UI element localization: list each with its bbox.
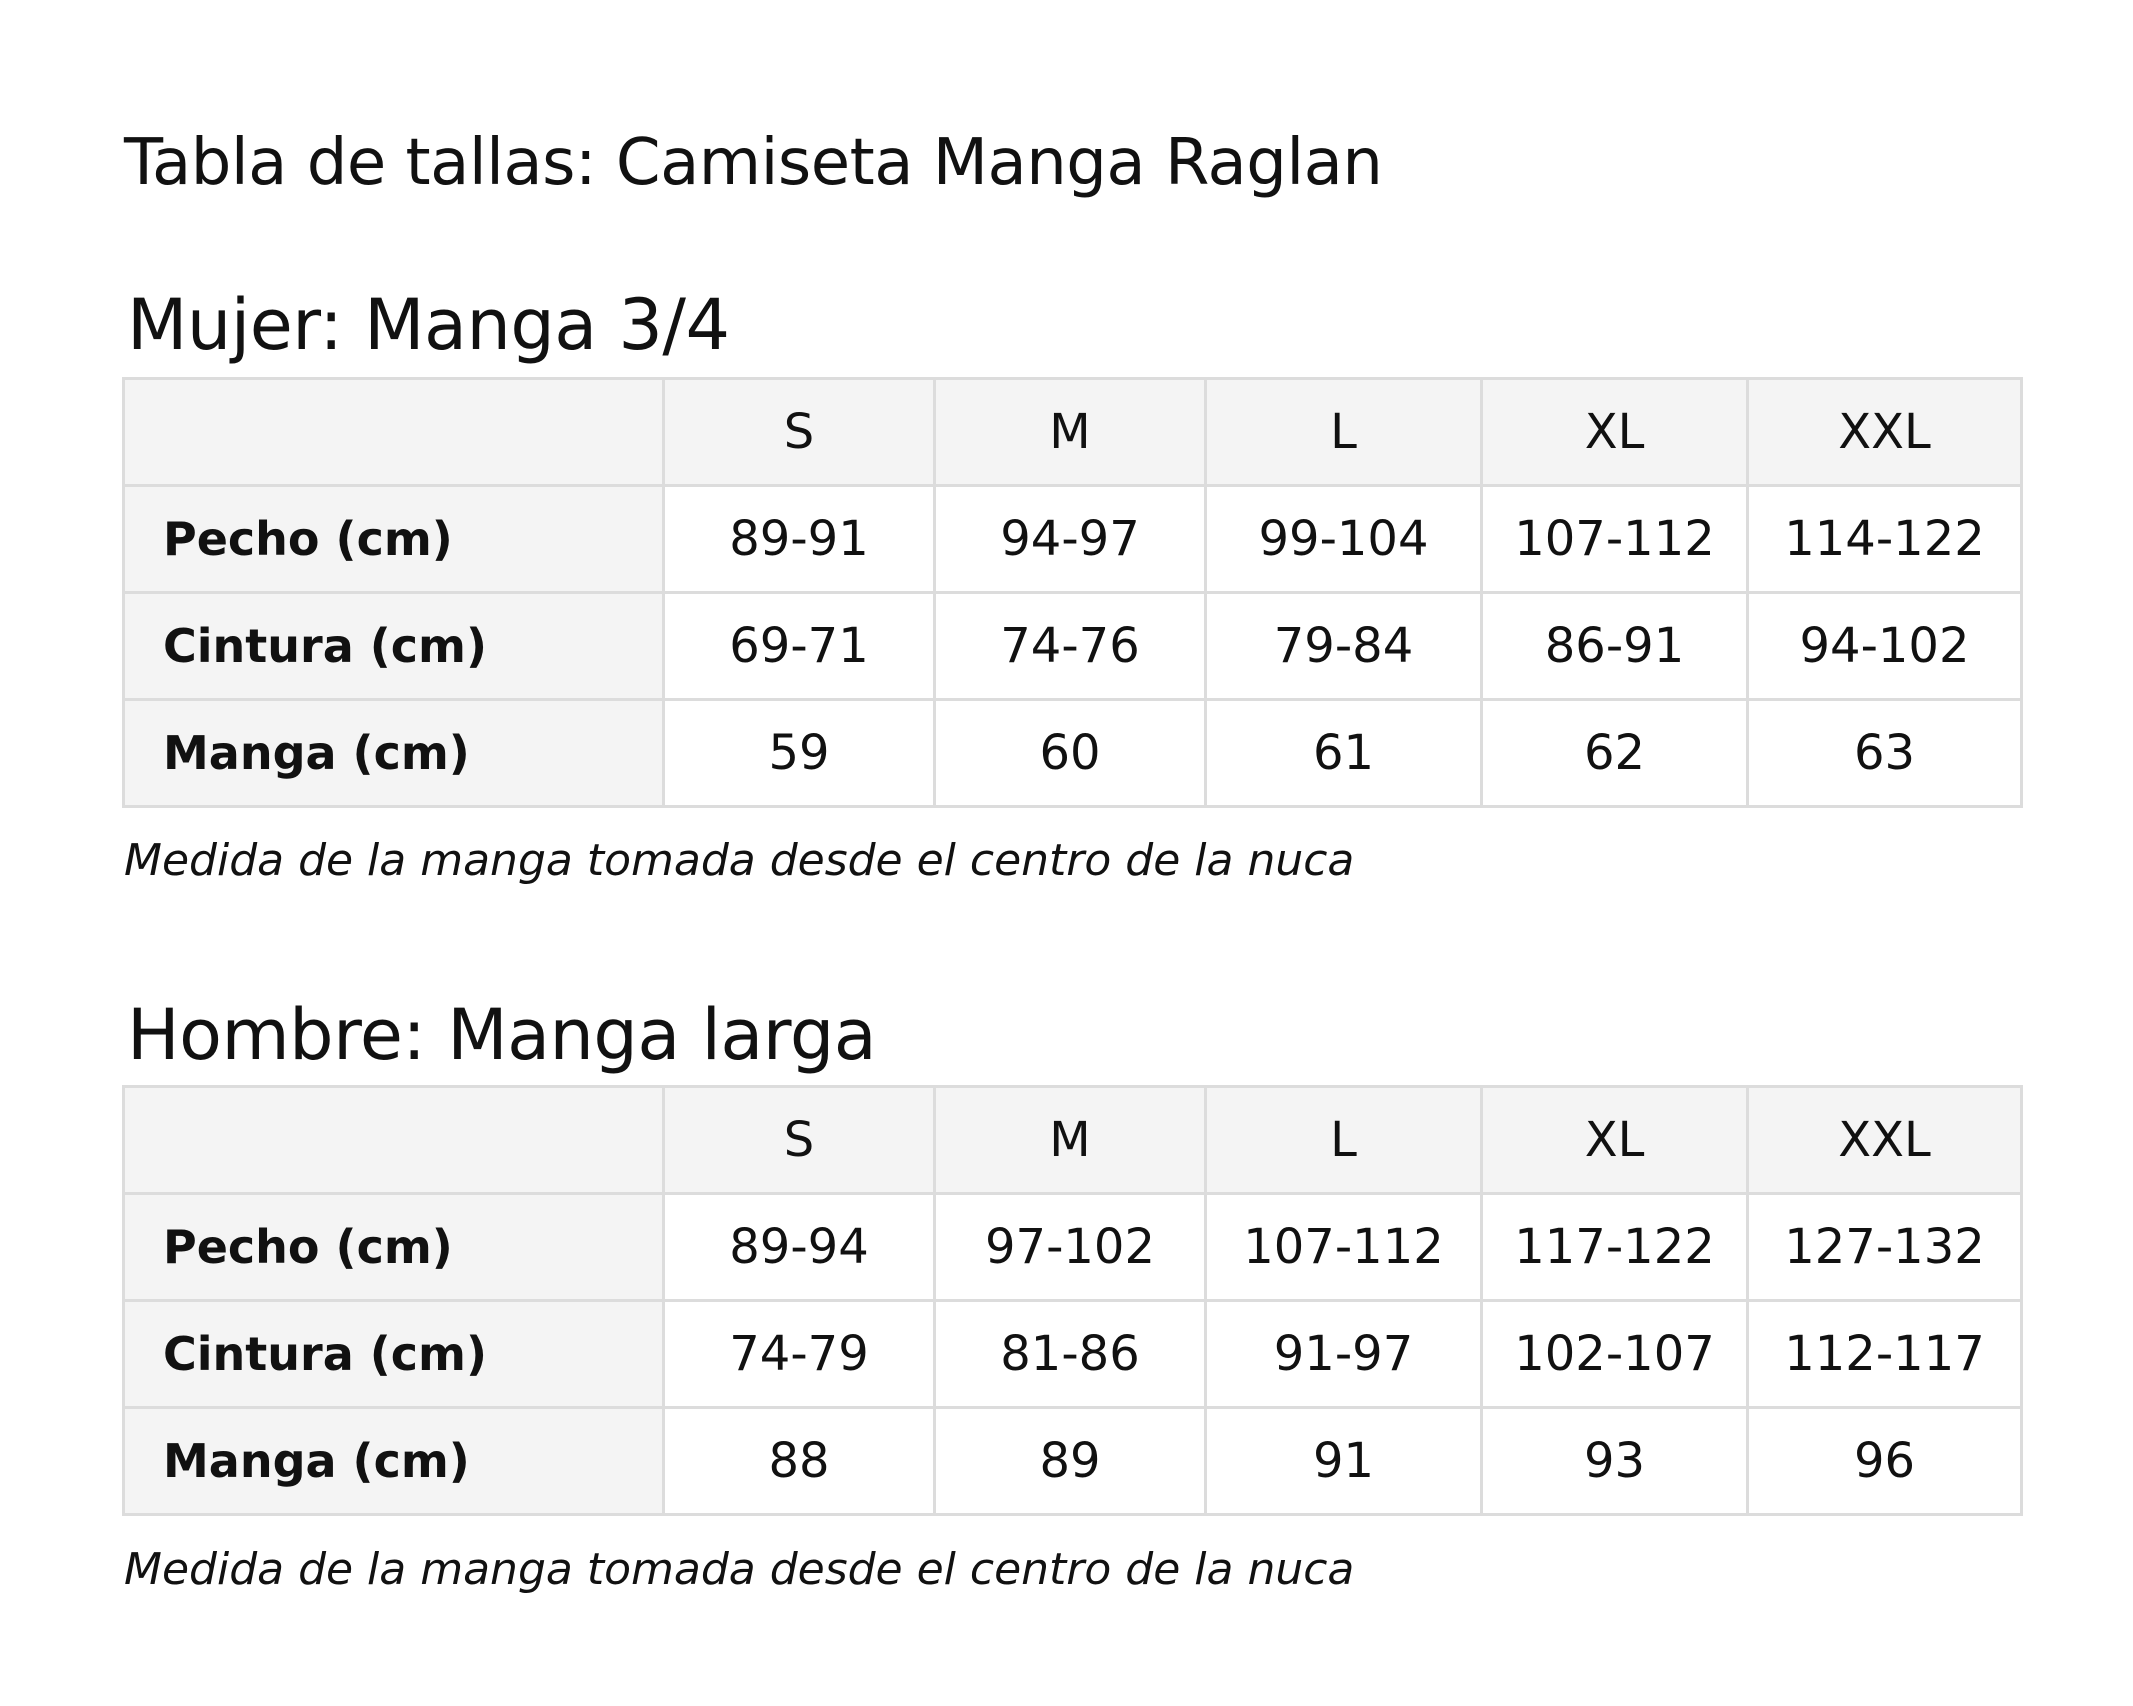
size-header: L: [1206, 1087, 1482, 1194]
size-table-hombre: [122, 1085, 2023, 1516]
size-header: XL: [1482, 379, 1748, 486]
table-row: [124, 593, 2022, 700]
table-cell: 107-112: [1206, 1194, 1482, 1301]
row-label: Cintura (cm): [124, 1301, 664, 1408]
sleeve-note: Medida de la manga tomada desde el centro de la nuca: [124, 1544, 1355, 1595]
table-cell: 91-97: [1206, 1301, 1482, 1408]
size-header: M: [935, 379, 1206, 486]
table-cell: 89-94: [664, 1194, 935, 1301]
table-row: [124, 700, 2022, 807]
table-cell: 94-102: [1748, 593, 2022, 700]
table-cell: 127-132: [1748, 1194, 2022, 1301]
table-cell: 81-86: [935, 1301, 1206, 1408]
sleeve-note: Medida de la manga tomada desde el centro de la nuca: [124, 835, 1355, 886]
table-cell: 88: [664, 1408, 935, 1515]
table-cell: 89-91: [664, 486, 935, 593]
size-header-row: [124, 1087, 2022, 1194]
row-label: Cintura (cm): [124, 593, 664, 700]
table-cell: 86-91: [1482, 593, 1748, 700]
table-cell: 94-97: [935, 486, 1206, 593]
table-cell: 96: [1748, 1408, 2022, 1515]
table-cell: 59: [664, 700, 935, 807]
table-cell: 99-104: [1206, 486, 1482, 593]
size-header: XL: [1482, 1087, 1748, 1194]
table-cell: 112-117: [1748, 1301, 2022, 1408]
table-cell: 97-102: [935, 1194, 1206, 1301]
size-header: XXL: [1748, 379, 2022, 486]
row-label: Manga (cm): [124, 700, 664, 807]
table-cell: 69-71: [664, 593, 935, 700]
size-header: M: [935, 1087, 1206, 1194]
size-header-row: [124, 379, 2022, 486]
size-header: S: [664, 1087, 935, 1194]
size-header: XXL: [1748, 1087, 2022, 1194]
page-title: Tabla de tallas: Camiseta Manga Raglan: [124, 126, 1383, 200]
table-cell: 114-122: [1748, 486, 2022, 593]
section-title-mujer: Mujer: Manga 3/4: [127, 284, 730, 366]
table-cell: 74-79: [664, 1301, 935, 1408]
table-row: [124, 1408, 2022, 1515]
table-cell: 93: [1482, 1408, 1748, 1515]
table-cell: 91: [1206, 1408, 1482, 1515]
size-table-mujer: [122, 377, 2023, 808]
table-cell: 61: [1206, 700, 1482, 807]
size-header: S: [664, 379, 935, 486]
table-cell: 62: [1482, 700, 1748, 807]
table-cell: 63: [1748, 700, 2022, 807]
corner-cell: [124, 379, 664, 486]
table-cell: 102-107: [1482, 1301, 1748, 1408]
table-cell: 89: [935, 1408, 1206, 1515]
size-header: L: [1206, 379, 1482, 486]
table-row: [124, 1194, 2022, 1301]
row-label: Manga (cm): [124, 1408, 664, 1515]
table-cell: 60: [935, 700, 1206, 807]
row-label: Pecho (cm): [124, 486, 664, 593]
table-row: [124, 1301, 2022, 1408]
table-cell: 74-76: [935, 593, 1206, 700]
table-cell: 107-112: [1482, 486, 1748, 593]
row-label: Pecho (cm): [124, 1194, 664, 1301]
section-title-hombre: Hombre: Manga larga: [127, 994, 877, 1076]
table-row: [124, 486, 2022, 593]
table-cell: 117-122: [1482, 1194, 1748, 1301]
corner-cell: [124, 1087, 664, 1194]
table-cell: 79-84: [1206, 593, 1482, 700]
